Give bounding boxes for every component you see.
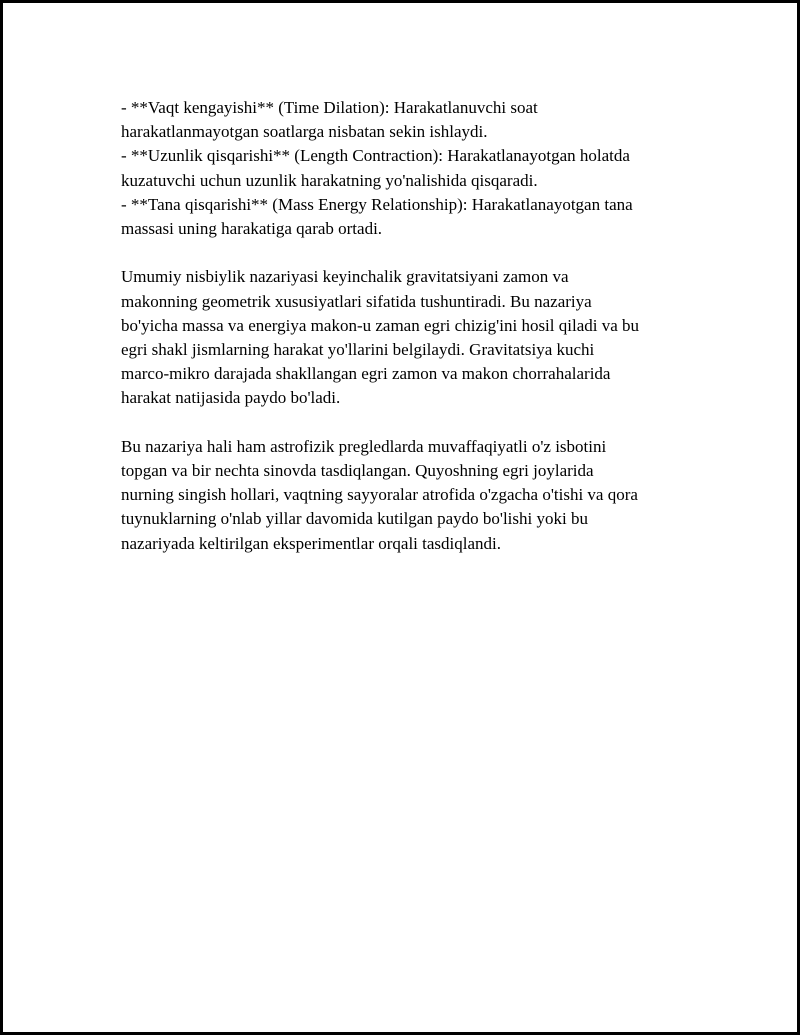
text-line: makonning geometrik xususiyatlari sifatida tushuntiradi. Bu nazariya	[121, 291, 592, 311]
text-line: nurning singish hollari, vaqtning sayyoralar atrofida o'zgacha o'tishi va qora	[121, 485, 638, 505]
text-line: harakatlanmayotgan soatlarga nisbatan sekin ishlaydi.	[121, 122, 488, 142]
text-line: marco-mikro darajada shakllangan egri zamon va makon chorrahalarida	[121, 364, 611, 384]
list-item-length-contraction	[121, 144, 696, 192]
text-line: kuzatuvchi uchun uzunlik harakatning yo'nalishida qisqaradi.	[121, 170, 538, 190]
text-line: Bu nazariya hali ham astrofizik pregledlarda muvaffaqiyatli o'z isbotini	[121, 436, 607, 456]
text-line: bo'yicha massa va energiya makon-u zaman egri chizig'ini hosil qiladi va bu	[121, 315, 640, 335]
paragraph-confirmation	[121, 435, 696, 556]
text-line: tuynuklarning o'nlab yillar davomida kutilgan paydo bo'lishi yoki bu	[121, 509, 588, 529]
text-line: topgan va bir nechta sinovda tasdiqlangan. Quyoshning egri joylarida	[121, 461, 594, 481]
text-line: egri shakl jismlarning harakat yo'llarini belgilaydi. Gravitatsiya kuchi	[121, 340, 595, 360]
effects-list	[121, 96, 696, 241]
text-line: - **Uzunlik qisqarishi** (Length Contraction): Harakatlanayotgan holatda	[121, 146, 630, 166]
paragraph-spacer	[121, 241, 696, 265]
text-line: nazariyada keltirilgan eksperimentlar orqali tasdiqlandi.	[121, 533, 501, 553]
text-line: massasi uning harakatiga qarab ortadi.	[121, 219, 383, 239]
text-line: - **Vaqt kengayishi** (Time Dilation): Harakatlanuvchi soat	[121, 98, 538, 117]
text-line: harakat natijasida paydo bo'ladi.	[121, 388, 341, 408]
list-item-time-dilation	[121, 96, 696, 144]
text-line: Umumiy nisbiylik nazariyasi keyinchalik gravitatsiyani zamon va	[121, 267, 569, 287]
text-line: - **Tana qisqarishi** (Mass Energy Relationship): Harakatlanayotgan tana	[121, 194, 633, 214]
document-body	[121, 96, 696, 556]
paragraph-general-relativity	[121, 265, 696, 410]
paragraph-spacer	[121, 411, 696, 435]
list-item-mass-energy	[121, 193, 696, 241]
